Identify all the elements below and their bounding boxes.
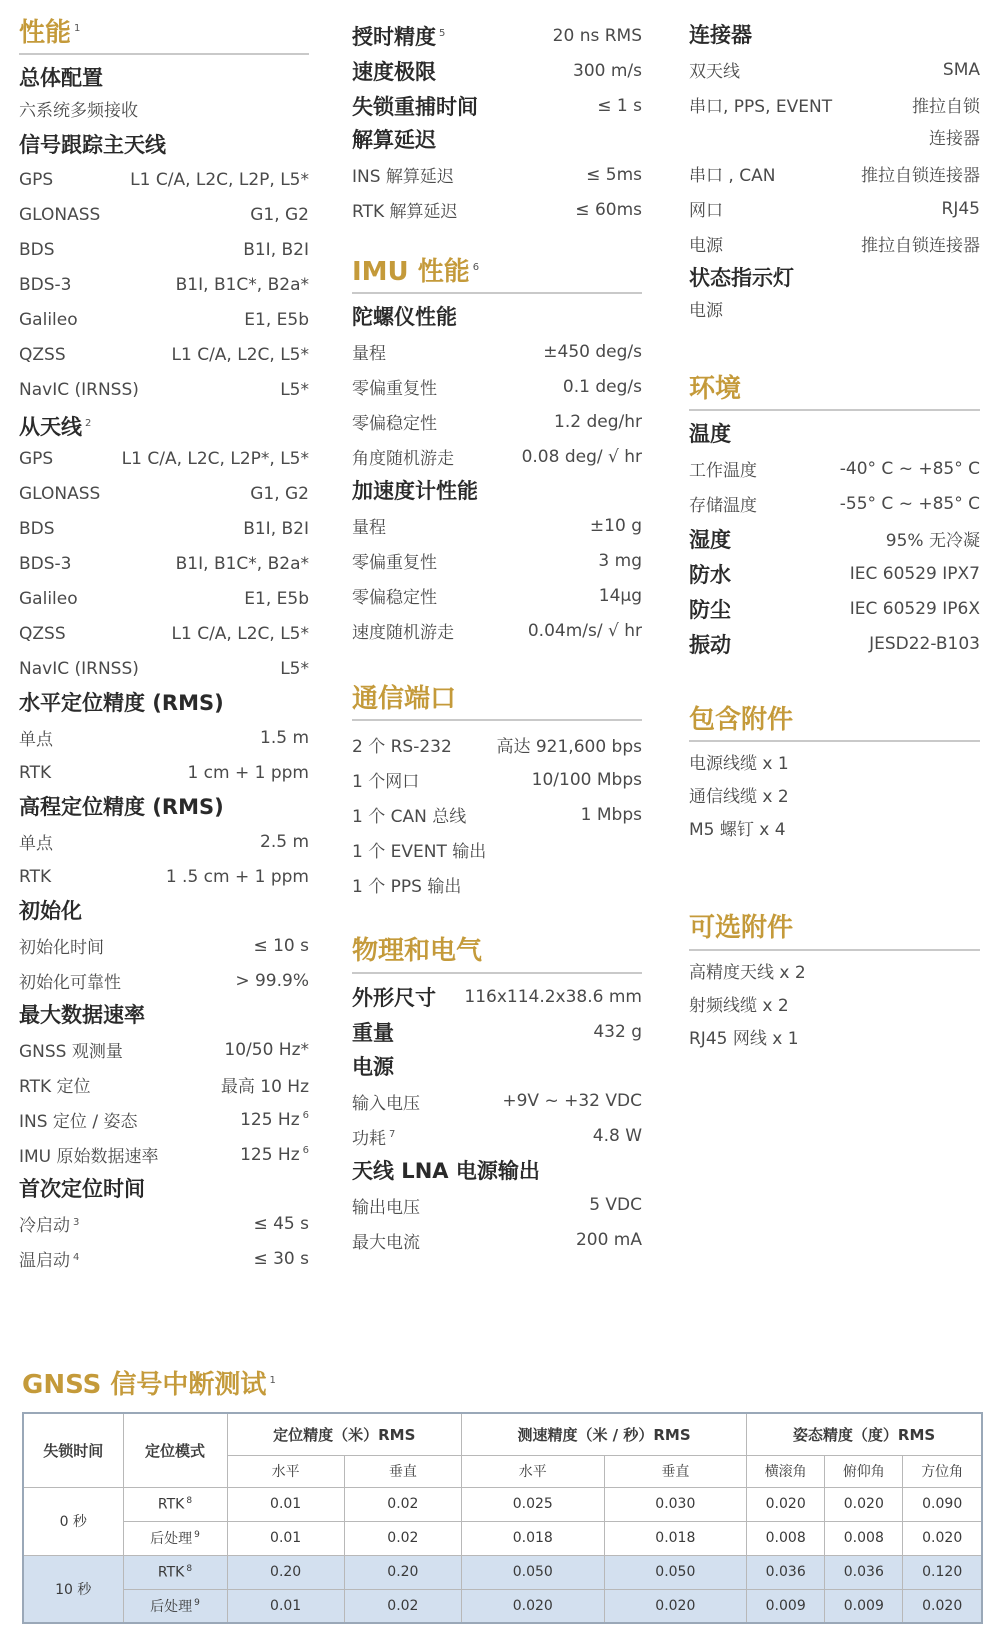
spec-row — [689, 626, 980, 661]
spec-row — [352, 832, 642, 867]
temp-list — [689, 451, 980, 521]
header-position-accuracy: 定位精度（米）RMS — [227, 1413, 462, 1455]
column-connectors-env — [689, 18, 980, 1056]
secondary-antenna-list — [19, 441, 309, 686]
spec-row — [19, 162, 309, 197]
spec-row — [689, 556, 980, 591]
value-cell: 0.20 — [344, 1555, 461, 1589]
mode-cell: RTK $^8$ — [123, 1487, 227, 1521]
spec-row — [352, 334, 642, 369]
spec-label: RTK 定位 — [19, 1077, 91, 1098]
spec-value: 10/100 Mbps — [531, 769, 642, 790]
subsection-accel: 加速度计性能 — [352, 479, 478, 504]
spec-label: 输入电压 — [352, 1093, 420, 1114]
spec-label: 单点 — [19, 834, 53, 855]
spacer — [689, 661, 980, 705]
spec-value: 1.5 m — [260, 727, 309, 748]
spec-label: 冷启动 $^3$ — [19, 1216, 80, 1237]
subsection-rate: 最大数据速率 — [19, 1003, 145, 1028]
spec-row — [352, 439, 642, 474]
spec-row — [19, 651, 309, 686]
section-title-included: 包含附件 — [689, 705, 980, 742]
spec-value: 5 VDC — [589, 1195, 642, 1216]
spec-label: INS 解算延迟 — [352, 167, 454, 187]
loss-time-cell: 0 秒 — [23, 1487, 123, 1555]
spec-label: 1 个 EVENT 输出 — [352, 842, 487, 863]
spec-label: 工作温度 — [689, 461, 757, 482]
spec-label: 授时精度 $^5$ — [352, 24, 446, 49]
spec-value: ≤ 10 s — [253, 935, 309, 956]
spec-value: 最高 10 Hz — [220, 1077, 309, 1098]
spec-row — [19, 720, 309, 755]
section-title-physical: 物理和电气 — [352, 936, 642, 973]
spacer — [689, 328, 980, 374]
sub-header-cell: 垂直 — [604, 1455, 747, 1487]
spec-value: 推拉自锁 — [912, 97, 980, 117]
spec-label: GLONASS — [19, 483, 101, 504]
spec-value: B1I, B1C*, B2a* — [175, 274, 309, 295]
spec-row — [19, 302, 309, 337]
spec-value: 0.1 deg/s — [562, 376, 642, 397]
spec-value: ≤ 60ms — [575, 199, 642, 220]
spec-row — [689, 52, 980, 87]
env-list — [689, 521, 980, 661]
spec-label: 初始化可靠性 — [19, 973, 121, 994]
spec-value: 3 mg — [598, 550, 642, 571]
spec-value: > 99.9% — [235, 970, 309, 991]
value-cell: 0.008 — [825, 1521, 903, 1555]
spec-value: JESD22-B103 — [869, 633, 980, 654]
spec-value: 推拉自锁连接器 — [861, 236, 980, 256]
spec-row — [352, 1084, 642, 1119]
spec-value: G1, G2 — [250, 483, 309, 504]
spec-label: 存储温度 — [689, 496, 757, 517]
value-cell: 0.020 — [825, 1487, 903, 1521]
subsection-temp: 温度 — [689, 422, 731, 447]
value-cell: 0.009 — [825, 1589, 903, 1623]
list-item: 高精度天线 x 2 — [689, 962, 806, 983]
spec-label: 角度随机游走 — [352, 449, 454, 470]
spec-label: RTK 解算延迟 — [352, 202, 458, 222]
spec-value: 高达 921,600 bps — [496, 737, 642, 758]
spec-value: G1, G2 — [250, 204, 309, 225]
spec-row — [19, 616, 309, 651]
value-cell: 0.036 — [825, 1555, 903, 1589]
physical-list — [352, 980, 642, 1050]
spec-value: L5* — [280, 379, 309, 400]
value-cell: 0.030 — [604, 1487, 747, 1521]
spec-label: 温启动 $^4$ — [19, 1251, 80, 1272]
spec-row — [352, 543, 642, 578]
spec-row — [19, 267, 309, 302]
spec-row — [352, 797, 642, 832]
spec-row — [352, 157, 642, 192]
ttff-list — [19, 1206, 309, 1276]
spec-label: 量程 — [352, 518, 386, 539]
header-attitude-accuracy: 姿态精度（度）RMS — [747, 1413, 982, 1455]
header-loss-time: 失锁时间 — [23, 1413, 123, 1487]
connector-list-2 — [689, 156, 980, 261]
value-cell: 0.018 — [604, 1521, 747, 1555]
status-text: 电源 — [689, 301, 723, 321]
spec-row — [19, 337, 309, 372]
table-row — [23, 1487, 982, 1521]
value-cell: 0.009 — [747, 1589, 825, 1623]
value-cell: 0.020 — [604, 1589, 747, 1623]
loss-time-cell: 10 秒 — [23, 1555, 123, 1623]
spec-row — [19, 1241, 309, 1276]
spec-value: L1 C/A, L2C, L2P, L5* — [130, 169, 309, 190]
latency-list — [352, 157, 642, 227]
spec-value: E1, E5b — [244, 309, 309, 330]
list-item: 射频线缆 x 2 — [689, 995, 789, 1016]
subsection-latency: 解算延迟 — [352, 128, 436, 152]
spec-label: 串口 , CAN — [689, 166, 776, 186]
spec-row — [352, 727, 642, 762]
optional-list — [689, 957, 980, 1056]
spec-label: 串口, PPS, EVENT — [689, 97, 833, 117]
spec-row — [352, 88, 642, 123]
spec-row — [19, 1206, 309, 1241]
spacer — [352, 227, 642, 257]
spec-label: 零偏重复性 — [352, 553, 437, 574]
spec-label: BDS — [19, 239, 55, 260]
subsection-connector: 连接器 — [689, 23, 752, 47]
spec-label: NavIC (IRNSS) — [19, 379, 139, 400]
value-cell: 0.020 — [903, 1521, 982, 1555]
spec-row — [352, 508, 642, 543]
section-title-performance: 性能 $^1$ — [19, 18, 309, 55]
spec-row — [352, 1188, 642, 1223]
spec-label: 湿度 — [689, 527, 731, 552]
spec-label: QZSS — [19, 623, 66, 644]
spec-label: Galileo — [19, 309, 78, 330]
spec-value: 1 Mbps — [580, 804, 642, 825]
value-cell: 0.020 — [462, 1589, 605, 1623]
spec-value: 1 cm + 1 ppm — [187, 762, 309, 783]
spec-row — [689, 87, 980, 122]
spec-label: 功耗 $^7$ — [352, 1128, 396, 1149]
spec-label: 防水 — [689, 562, 731, 587]
subsection-overall: 总体配置 — [19, 66, 103, 91]
spec-label: 失锁重捕时间 — [352, 94, 478, 119]
spec-row — [19, 1032, 309, 1067]
spec-value: 116x114.2x38.6 mm — [464, 987, 642, 1008]
spec-row — [352, 867, 642, 902]
spec-row — [689, 486, 980, 521]
spec-row — [19, 824, 309, 859]
spec-value: L1 C/A, L2C, L5* — [171, 344, 309, 365]
spec-label: 最大电流 — [352, 1232, 420, 1253]
spec-row — [352, 404, 642, 439]
spec-row — [689, 226, 980, 261]
spec-row — [352, 53, 642, 88]
spacer — [352, 648, 642, 684]
spec-value: +9V ~ +32 VDC — [502, 1091, 642, 1112]
spec-value: 推拉自锁连接器 — [861, 166, 980, 186]
mode-cell: 后处理 $^9$ — [123, 1589, 227, 1623]
spec-label: 1 个 PPS 输出 — [352, 877, 462, 898]
spec-label: GPS — [19, 169, 54, 190]
spec-label: 零偏稳定性 — [352, 414, 437, 435]
subsection-gyro: 陀螺仪性能 — [352, 305, 457, 330]
spec-value: ≤ 1 s — [597, 95, 642, 116]
list-item: RJ45 网线 x 1 — [689, 1028, 799, 1049]
spec-value: SMA — [942, 59, 980, 80]
main-antenna-list — [19, 162, 309, 407]
table-row — [23, 1589, 982, 1623]
spec-label: 速度极限 — [352, 59, 436, 84]
spec-label: 1 个 CAN 总线 — [352, 807, 467, 828]
list-item: 通信线缆 x 2 — [689, 787, 789, 808]
spec-label: BDS-3 — [19, 553, 72, 574]
sub-header-cell: 水平 — [227, 1455, 344, 1487]
spec-value: L5* — [280, 658, 309, 679]
subsection-main-antenna: 信号跟踪主天线 — [19, 133, 166, 158]
spec-row — [19, 1102, 309, 1137]
connector-continuation: 连接器 — [929, 129, 980, 149]
spec-value: B1I, B1C*, B2a* — [175, 553, 309, 574]
spec-label: BDS-3 — [19, 274, 72, 295]
table-row — [23, 1555, 982, 1589]
top-spec-list — [352, 18, 642, 123]
value-cell: 0.036 — [747, 1555, 825, 1589]
accel-list — [352, 508, 642, 648]
subsection-h-accuracy: 水平定位精度 (RMS) — [19, 691, 224, 716]
included-list — [689, 748, 980, 847]
spec-value: RJ45 — [941, 198, 980, 219]
spec-value: 95% 无冷凝 — [885, 531, 980, 552]
spec-label: 2 个 RS-232 — [352, 737, 452, 758]
spec-row — [689, 156, 980, 191]
spec-label: NavIC (IRNSS) — [19, 658, 139, 679]
value-cell: 0.01 — [227, 1487, 344, 1521]
spec-label: 零偏稳定性 — [352, 588, 437, 609]
spec-label: Galileo — [19, 588, 78, 609]
spec-value: 432 g — [593, 1022, 642, 1043]
spec-value: IEC 60529 IPX7 — [849, 563, 980, 584]
mode-cell: 后处理 $^9$ — [123, 1521, 227, 1555]
spec-row — [352, 369, 642, 404]
gnss-test-table — [22, 1412, 983, 1624]
spec-row — [19, 511, 309, 546]
h-accuracy-list — [19, 720, 309, 790]
section-title-imu: IMU 性能 $^6$ — [352, 257, 642, 294]
spec-label: 初始化时间 — [19, 938, 104, 959]
spec-label: 1 个网口 — [352, 772, 420, 793]
spec-value: 14μg — [598, 585, 642, 606]
value-cell: 0.120 — [903, 1555, 982, 1589]
section-title-optional: 可选附件 — [689, 913, 980, 950]
spec-row — [352, 192, 642, 227]
spec-row — [352, 1119, 642, 1154]
spec-label: IMU 原始数据速率 — [19, 1147, 159, 1168]
gyro-list — [352, 334, 642, 474]
spec-label: GPS — [19, 448, 54, 469]
spec-row — [19, 441, 309, 476]
value-cell: 0.02 — [344, 1521, 461, 1555]
value-cell: 0.20 — [227, 1555, 344, 1589]
spec-label: 电源 — [689, 236, 723, 256]
spec-label: 重量 — [352, 1021, 394, 1046]
spec-value: 200 mA — [575, 1230, 642, 1251]
spec-row — [19, 755, 309, 790]
spec-row — [352, 1015, 642, 1050]
v-accuracy-list — [19, 824, 309, 894]
gnss-test-title: GNSS 信号中断测试 $^1$ — [22, 1370, 276, 1400]
spec-row — [352, 578, 642, 613]
sub-header-cell: 方位角 — [903, 1455, 982, 1487]
spec-label: 输出电压 — [352, 1197, 420, 1218]
value-cell: 0.01 — [227, 1589, 344, 1623]
spec-label: 外形尺寸 — [352, 986, 436, 1011]
spec-value: 125 Hz $^6$ — [240, 1144, 309, 1165]
spec-label: 双天线 — [689, 62, 740, 82]
spec-label: RTK — [19, 762, 52, 783]
spec-value: 10/50 Hz* — [224, 1039, 309, 1060]
value-cell: 0.020 — [903, 1589, 982, 1623]
spec-row — [19, 546, 309, 581]
spec-value: ≤ 30 s — [253, 1248, 309, 1269]
spec-label: 速度随机游走 — [352, 623, 454, 644]
value-cell: 0.020 — [747, 1487, 825, 1521]
subsection-init: 初始化 — [19, 899, 82, 924]
subsection-status: 状态指示灯 — [689, 266, 794, 290]
spec-label: 振动 — [689, 632, 731, 657]
spec-row — [352, 1223, 642, 1258]
spec-value: E1, E5b — [244, 588, 309, 609]
spec-row — [352, 613, 642, 648]
spec-row — [19, 859, 309, 894]
sub-header-cell: 垂直 — [344, 1455, 461, 1487]
spec-row — [19, 197, 309, 232]
connector-list — [689, 52, 980, 122]
spec-label: GLONASS — [19, 204, 101, 225]
section-title-env: 环境 — [689, 374, 980, 411]
table-row — [23, 1521, 982, 1555]
spec-value: 0.08 deg/ √ hr — [521, 446, 642, 467]
spec-row — [19, 963, 309, 998]
spec-value: ≤ 45 s — [253, 1213, 309, 1234]
value-cell: 0.025 — [462, 1487, 605, 1521]
spec-value: 300 m/s — [573, 60, 642, 81]
spec-row — [19, 372, 309, 407]
spec-row — [352, 980, 642, 1015]
spec-value: 2.5 m — [260, 831, 309, 852]
spec-value: 4.8 W — [592, 1126, 642, 1147]
value-cell: 0.090 — [903, 1487, 982, 1521]
subsection-secondary-antenna: 从天线 $^2$ — [19, 415, 92, 440]
value-cell: 0.02 — [344, 1589, 461, 1623]
spec-row — [689, 451, 980, 486]
overall-text: 六系统多频接收 — [19, 101, 138, 122]
spec-row — [19, 928, 309, 963]
spec-row — [19, 476, 309, 511]
subsection-lna: 天线 LNA 电源输出 — [352, 1158, 540, 1183]
spec-row — [352, 18, 642, 53]
spec-row — [19, 232, 309, 267]
value-cell: 0.008 — [747, 1521, 825, 1555]
spec-row — [689, 591, 980, 626]
value-cell: 0.02 — [344, 1487, 461, 1521]
spec-value: -40° C ~ +85° C — [839, 458, 980, 479]
value-cell: 0.018 — [462, 1521, 605, 1555]
spec-value: L1 C/A, L2C, L2P*, L5* — [121, 448, 309, 469]
header-velocity-accuracy: 测速精度（米 / 秒）RMS — [462, 1413, 747, 1455]
spacer — [689, 847, 980, 913]
power-list — [352, 1084, 642, 1154]
spec-row — [19, 581, 309, 616]
spec-label: 网口 — [689, 201, 723, 221]
spec-label: RTK — [19, 866, 52, 887]
column-imu-comm — [352, 18, 642, 1258]
spec-value: 1.2 deg/hr — [554, 411, 642, 432]
column-performance — [19, 18, 309, 1276]
spec-value: 125 Hz $^6$ — [240, 1109, 309, 1130]
list-item: M5 螺钉 x 4 — [689, 820, 786, 841]
spec-row — [19, 1137, 309, 1172]
spec-label: 单点 — [19, 730, 53, 751]
spec-label: GNSS 观测量 — [19, 1042, 123, 1063]
list-item: 电源线缆 x 1 — [689, 754, 789, 775]
spec-value: ≤ 5ms — [586, 164, 642, 185]
spec-value: 0.04m/s/ √ hr — [527, 620, 642, 641]
spec-row — [352, 762, 642, 797]
mode-cell: RTK $^8$ — [123, 1555, 227, 1589]
lna-list — [352, 1188, 642, 1258]
spacer — [352, 902, 642, 936]
spec-value: 20 ns RMS — [552, 25, 642, 46]
rate-list — [19, 1032, 309, 1172]
spec-label: 量程 — [352, 344, 386, 365]
init-list — [19, 928, 309, 998]
spec-value: B1I, B2I — [243, 518, 309, 539]
spec-label: BDS — [19, 518, 55, 539]
sub-header-cell: 俯仰角 — [825, 1455, 903, 1487]
comm-list — [352, 727, 642, 902]
spec-value: IEC 60529 IP6X — [849, 598, 980, 619]
spec-row — [689, 191, 980, 226]
sub-header-cell: 水平 — [462, 1455, 605, 1487]
spec-label: INS 定位 / 姿态 — [19, 1112, 138, 1133]
header-mode: 定位模式 — [123, 1413, 227, 1487]
subsection-v-accuracy: 高程定位精度 (RMS) — [19, 795, 224, 820]
value-cell: 0.050 — [604, 1555, 747, 1589]
spec-label: 零偏重复性 — [352, 379, 437, 400]
spec-label: 防尘 — [689, 597, 731, 622]
gnss-table-body — [23, 1487, 982, 1623]
section-title-comm: 通信端口 — [352, 684, 642, 721]
sub-header-cell: 横滚角 — [747, 1455, 825, 1487]
spec-row — [689, 521, 980, 556]
spec-label: QZSS — [19, 344, 66, 365]
spec-value: ±450 deg/s — [543, 341, 642, 362]
spec-value: -55° C ~ +85° C — [839, 493, 980, 514]
spec-value: ±10 g — [589, 515, 642, 536]
spec-row — [19, 1067, 309, 1102]
spec-value: 1 .5 cm + 1 ppm — [165, 866, 309, 887]
subsection-ttff: 首次定位时间 — [19, 1177, 145, 1202]
spec-value: L1 C/A, L2C, L5* — [171, 623, 309, 644]
spec-value: B1I, B2I — [243, 239, 309, 260]
subsection-power: 电源 — [352, 1054, 394, 1079]
value-cell: 0.01 — [227, 1521, 344, 1555]
value-cell: 0.050 — [462, 1555, 605, 1589]
